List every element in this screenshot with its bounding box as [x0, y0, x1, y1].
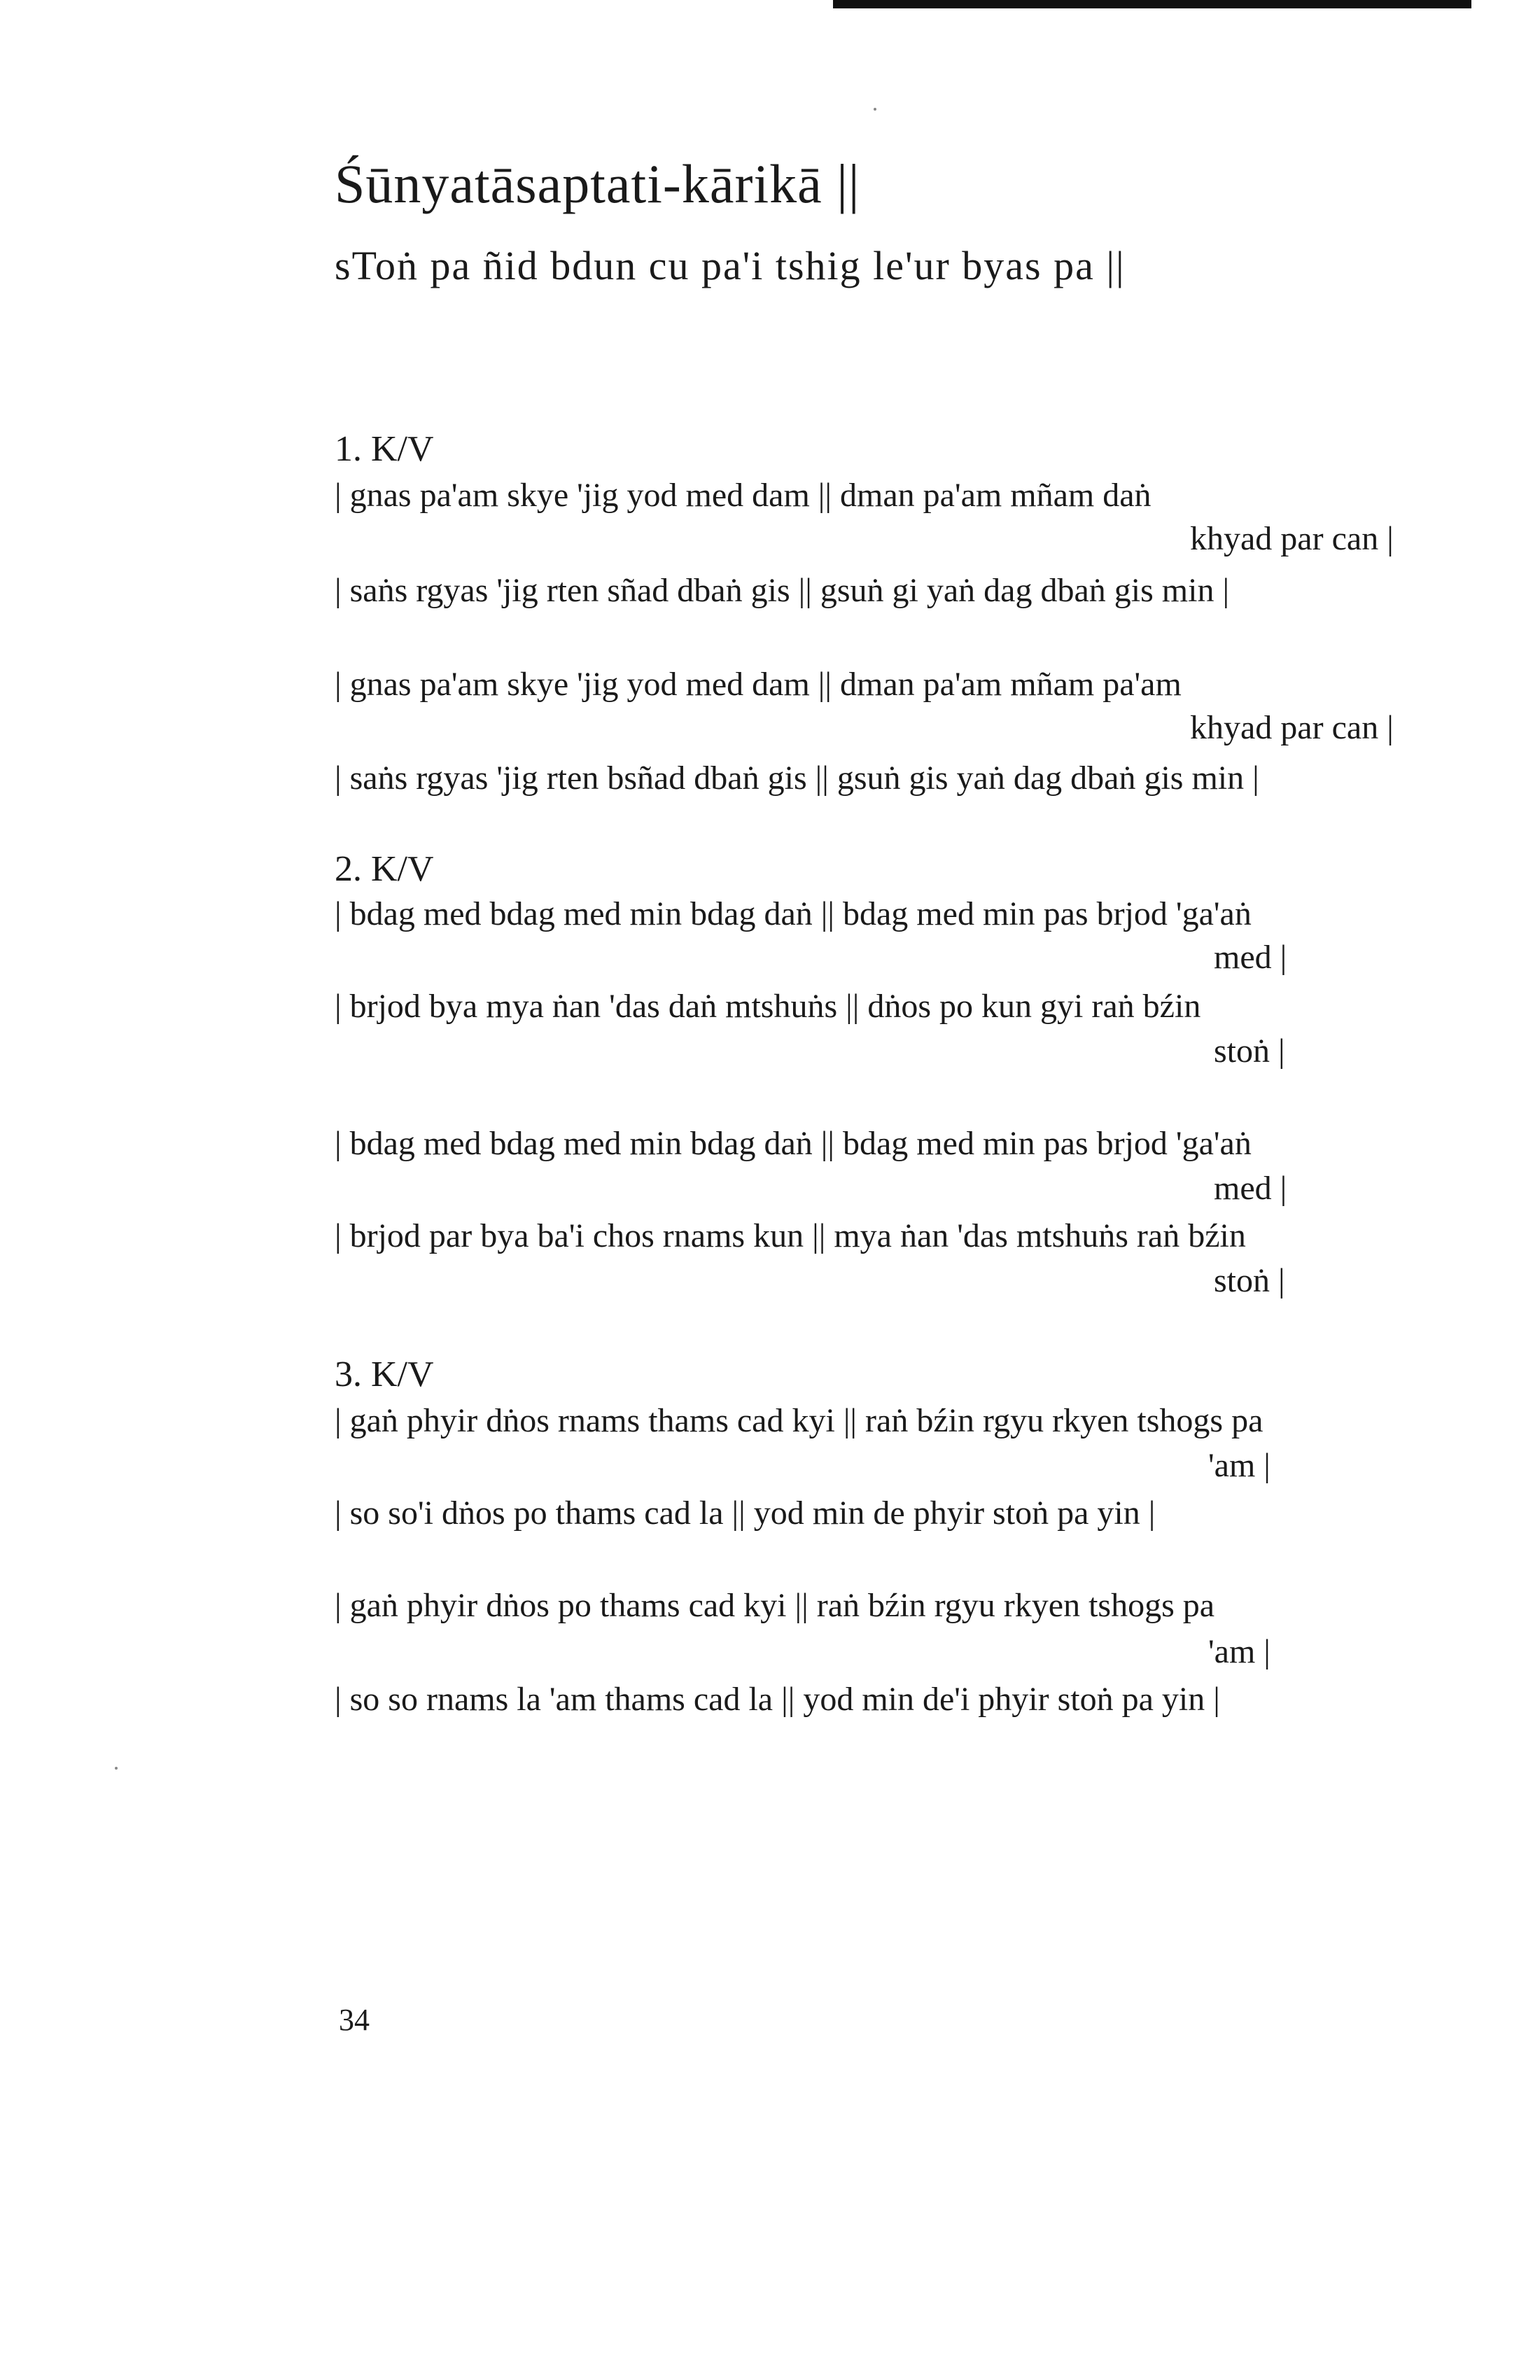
verse-line: | bdag med bdag med min bdag daṅ || bdag med min pas brjod 'ga'aṅ [335, 895, 1252, 932]
verse-line: | gaṅ phyir dṅos rnams thams cad kyi || raṅ bźin rgyu rkyen tshogs pa [335, 1402, 1264, 1439]
verse-line: | brjod bya mya ṅan 'das daṅ mtshuṅs || dṅos po kun gyi raṅ bźin [335, 988, 1201, 1025]
verse-line: | so so rnams la 'am thams cad la || yod min de'i phyir stoṅ pa yin | [335, 1681, 1220, 1718]
verse-line: | gnas pa'am skye 'jig yod med dam || dman pa'am mñam pa'am [335, 666, 1182, 703]
verse-line: | so so'i dṅos po thams cad la || yod min de phyir stoṅ pa yin | [335, 1494, 1156, 1532]
verse-line-continuation: med | [1214, 1170, 1287, 1207]
verse-label: 1. K/V [335, 429, 434, 469]
verse-label: 3. K/V [335, 1354, 434, 1394]
verse-line-continuation: med | [1214, 939, 1287, 976]
verse-line: | gnas pa'am skye 'jig yod med dam || dman pa'am mñam daṅ [335, 477, 1152, 514]
page-subtitle: sToṅ pa ñid bdun cu pa'i tshig le'ur byas pa || [335, 243, 1126, 288]
verse-line-continuation: stoṅ | [1214, 1032, 1285, 1070]
verse-line: | gaṅ phyir dṅos po thams cad kyi || raṅ bźin rgyu rkyen tshogs pa [335, 1587, 1215, 1624]
verse-line-continuation: khyad par can | [1190, 709, 1394, 746]
print-speck [115, 1767, 118, 1770]
verse-line: | brjod par bya ba'i chos rnams kun || mya ṅan 'das mtshuṅs raṅ bźin [335, 1217, 1246, 1254]
top-rule [833, 0, 1471, 8]
verse-line: | saṅs rgyas 'jig rten sñad dbaṅ gis || gsuṅ gi yaṅ dag dbaṅ gis min | [335, 572, 1230, 609]
verse-label: 2. K/V [335, 849, 434, 889]
page-number: 34 [339, 2003, 370, 2037]
verse-line-continuation: stoṅ | [1214, 1262, 1285, 1299]
page-title: Śūnyatāsaptati-kārikā || [335, 153, 860, 214]
verse-line: | bdag med bdag med min bdag daṅ || bdag med min pas brjod 'ga'aṅ [335, 1125, 1252, 1162]
verse-line-continuation: 'am | [1208, 1633, 1270, 1670]
verse-line-continuation: khyad par can | [1190, 520, 1394, 557]
verse-line-continuation: 'am | [1208, 1447, 1270, 1484]
verse-line: | saṅs rgyas 'jig rten bsñad dbaṅ gis || gsuṅ gis yaṅ dag dbaṅ gis min | [335, 760, 1259, 797]
print-speck [874, 108, 876, 111]
